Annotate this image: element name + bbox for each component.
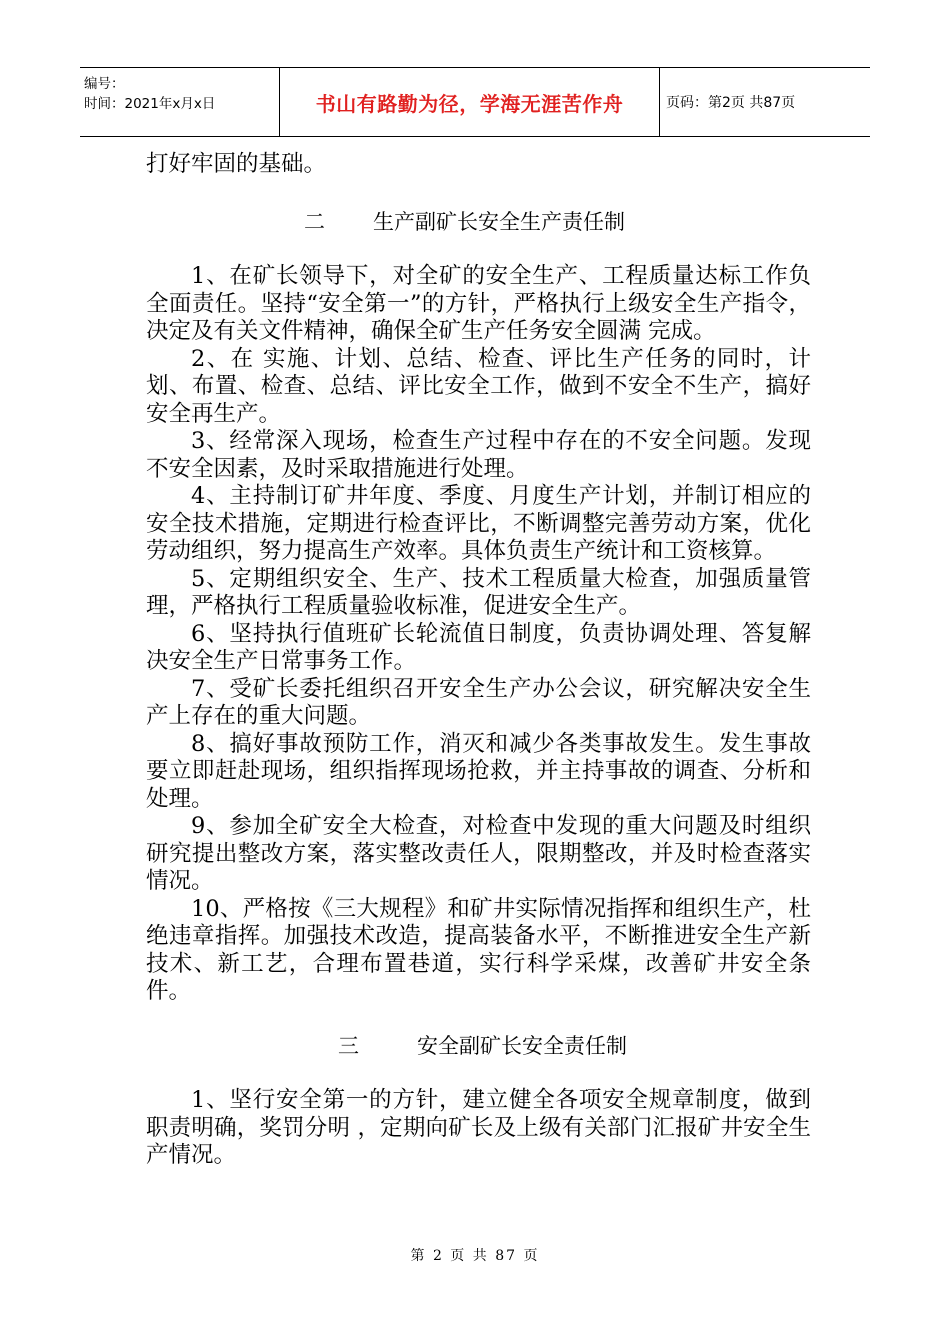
section-heading	[146, 1033, 811, 1061]
document-number-label: 编号：	[84, 76, 125, 92]
paragraph: 6、坚持执行值班矿长轮流值日制度，负责协调处理、答复解决安全生产日常事务工作。	[146, 620, 811, 674]
section-title: 生产副矿长安全生产责任制	[373, 209, 625, 234]
section-title: 安全副矿长安全责任制	[417, 1033, 627, 1058]
paragraph: 5、定期组织安全、生产、技术工程质量大检查，加强质量管理，严格执行工程质量验收标准，促进安全生产。	[146, 565, 811, 619]
paragraph: 1、坚行安全第一的方针，建立健全各项安全规章制度，做到职责明确，奖罚分明 ，定期向矿长及上级有关部门汇报矿井安全生产情况。	[146, 1087, 811, 1168]
page-footer: 第 2 页 共 87 页	[410, 1248, 540, 1264]
paragraph: 8、搞好事故预防工作，消灭和减少各类事故发生。发生事故要立即赶赴现场，组织指挥现场抢救，并主持事故的调查、分析和处理。	[146, 730, 811, 812]
header-slogan: 书山有路勤为径，学海无涯苦作舟	[280, 68, 660, 136]
paragraph: 10、严格按《三大规程》和矿井实际情况指挥和组织生产，杜绝违章指挥。加强技术改造，提高装备水平，不断推进安全生产新技术、新工艺，合理布置巷道，实行科学采煤，改善矿井安全条件。	[146, 895, 811, 1004]
document-header	[80, 67, 870, 137]
paragraph: 3、经常深入现场，检查生产过程中存在的不安全问题。发现不安全因素，及时采取措施进行处理。	[146, 428, 811, 482]
intro-line: 打好牢固的基础。	[146, 151, 327, 177]
paragraph: 2、在 实施、计划、总结、检查、评比生产任务的同时，计划、布置、检查、总结、评比安全工作，做到不安全不生产，搞好安全再生产。	[146, 345, 811, 427]
header-page-info: 页码：第2页 共87页	[666, 95, 796, 111]
paragraph: 4、主持制订矿井年度、季度、月度生产计划，并制订相应的安全技术措施，定期进行检查评比，不断调整完善劳动方案，优化劳动组织，努力提高生产效率。具体负责生产统计和工资核算。	[146, 483, 811, 564]
section-number: 三	[338, 1033, 359, 1058]
paragraph: 7、受矿长委托组织召开安全生产办公会议，研究解决安全生产上存在的重大问题。	[146, 675, 811, 729]
document-body	[146, 151, 811, 1170]
paragraph: 1、在矿长领导下，对全矿的安全生产、工程质量达标工作负全面责任。坚持“安全第一”的方针，严格执行上级安全生产指令，决定及有关文件精神，确保全矿生产任务安全圆满 完成。	[146, 263, 811, 344]
document-time-label: 时间：2021年x月x日	[84, 96, 216, 112]
header-meta-cell	[80, 68, 280, 136]
section-heading	[146, 209, 811, 237]
paragraph: 9、参加全矿安全大检查，对检查中发现的重大问题及时组织研究提出整改方案，落实整改责任人，限期整改，并及时检查落实情况。	[146, 813, 811, 894]
section-number: 二	[304, 209, 325, 234]
